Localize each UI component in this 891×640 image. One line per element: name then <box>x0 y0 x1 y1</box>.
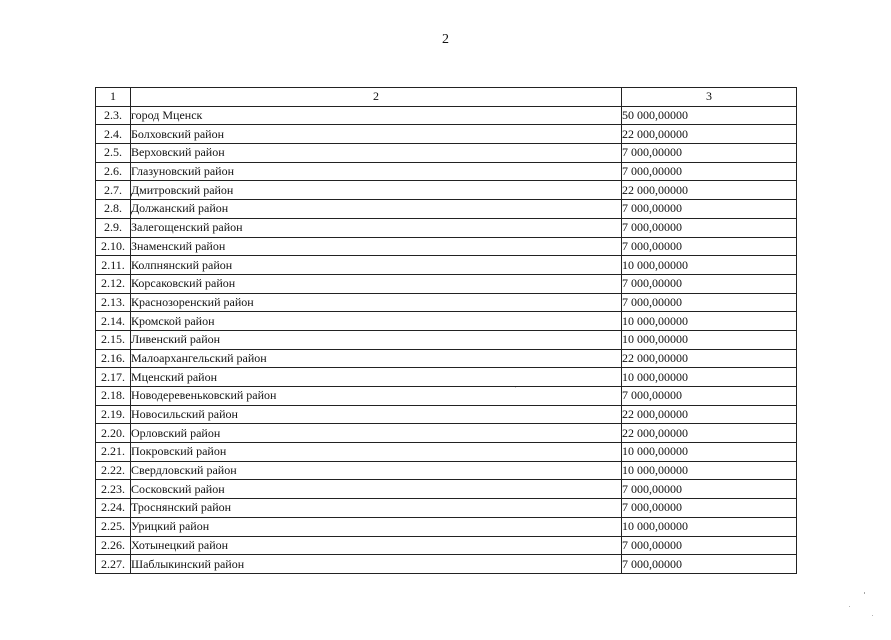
district-name: Шаблыкинский район <box>131 555 622 574</box>
district-name: Новодеревеньковский район <box>131 387 622 406</box>
row-number: 2.26. <box>96 536 131 555</box>
district-name: Должанский район <box>131 200 622 219</box>
table-row <box>96 256 797 275</box>
amount-value: 7 000,00000 <box>622 274 797 293</box>
district-name: Болховский район <box>131 125 622 144</box>
table-row <box>96 443 797 462</box>
header-col-2: 2 <box>131 88 622 107</box>
row-number: 2.4. <box>96 125 131 144</box>
table-row <box>96 349 797 368</box>
table-row <box>96 237 797 256</box>
row-number: 2.7. <box>96 181 131 200</box>
amount-value: 10 000,00000 <box>622 443 797 462</box>
row-number: 2.3. <box>96 106 131 125</box>
table-row <box>96 517 797 536</box>
row-number: 2.18. <box>96 387 131 406</box>
table-header <box>96 88 797 107</box>
district-name: Троснянский район <box>131 499 622 518</box>
scan-speck <box>872 615 873 616</box>
row-number: 2.27. <box>96 555 131 574</box>
district-name: Урицкий район <box>131 517 622 536</box>
district-name: Знаменский район <box>131 237 622 256</box>
table-row <box>96 200 797 219</box>
district-name: Сосковский район <box>131 480 622 499</box>
table-row <box>96 125 797 144</box>
table-row <box>96 312 797 331</box>
amount-value: 10 000,00000 <box>622 461 797 480</box>
district-name: Свердловский район <box>131 461 622 480</box>
row-number: 2.16. <box>96 349 131 368</box>
amount-value: 7 000,00000 <box>622 387 797 406</box>
table-row <box>96 461 797 480</box>
scan-speck <box>864 592 865 594</box>
amount-value: 10 000,00000 <box>622 517 797 536</box>
row-number: 2.13. <box>96 293 131 312</box>
header-row <box>96 88 797 107</box>
table-row <box>96 218 797 237</box>
district-name: Малоархангельский район <box>131 349 622 368</box>
row-number: 2.25. <box>96 517 131 536</box>
district-name: Хотынецкий район <box>131 536 622 555</box>
amount-value: 7 000,00000 <box>622 218 797 237</box>
table-row <box>96 405 797 424</box>
table-row <box>96 144 797 163</box>
district-name: Кромской район <box>131 312 622 331</box>
table-row <box>96 330 797 349</box>
amount-value: 7 000,00000 <box>622 555 797 574</box>
amount-value: 7 000,00000 <box>622 536 797 555</box>
allocation-table <box>95 87 797 574</box>
district-name: Верховский район <box>131 144 622 163</box>
table-row <box>96 181 797 200</box>
district-name: Корсаковский район <box>131 274 622 293</box>
header-col-3: 3 <box>622 88 797 107</box>
district-name: Мценский район <box>131 368 622 387</box>
district-name: Глазуновский район <box>131 162 622 181</box>
row-number: 2.6. <box>96 162 131 181</box>
row-number: 2.19. <box>96 405 131 424</box>
amount-value: 22 000,00000 <box>622 125 797 144</box>
row-number: 2.15. <box>96 330 131 349</box>
scan-speck <box>849 606 850 607</box>
amount-value: 22 000,00000 <box>622 349 797 368</box>
row-number: 2.5. <box>96 144 131 163</box>
amount-value: 22 000,00000 <box>622 424 797 443</box>
table-row <box>96 536 797 555</box>
district-name: Новосильский район <box>131 405 622 424</box>
district-name: Колпнянский район <box>131 256 622 275</box>
district-name: Дмитровский район <box>131 181 622 200</box>
row-number: 2.22. <box>96 461 131 480</box>
amount-value: 22 000,00000 <box>622 405 797 424</box>
amount-value: 10 000,00000 <box>622 330 797 349</box>
table-row <box>96 293 797 312</box>
table-row <box>96 499 797 518</box>
row-number: 2.17. <box>96 368 131 387</box>
header-col-1: 1 <box>96 88 131 107</box>
amount-value: 7 000,00000 <box>622 237 797 256</box>
page-number: 2 <box>442 32 449 47</box>
table-row <box>96 555 797 574</box>
table-row <box>96 162 797 181</box>
row-number: 2.24. <box>96 499 131 518</box>
row-number: 2.11. <box>96 256 131 275</box>
table-row <box>96 480 797 499</box>
amount-value: 10 000,00000 <box>622 256 797 275</box>
row-number: 2.10. <box>96 237 131 256</box>
district-name: Ливенский район <box>131 330 622 349</box>
table-row <box>96 387 797 406</box>
row-number: 2.12. <box>96 274 131 293</box>
amount-value: 7 000,00000 <box>622 162 797 181</box>
district-name: город Мценск <box>131 106 622 125</box>
row-number: 2.9. <box>96 218 131 237</box>
scan-speck <box>515 387 516 388</box>
amount-value: 22 000,00000 <box>622 181 797 200</box>
district-name: Орловский район <box>131 424 622 443</box>
row-number: 2.23. <box>96 480 131 499</box>
amount-value: 10 000,00000 <box>622 368 797 387</box>
district-name: Залегощенский район <box>131 218 622 237</box>
amount-value: 7 000,00000 <box>622 480 797 499</box>
row-number: 2.20. <box>96 424 131 443</box>
row-number: 2.14. <box>96 312 131 331</box>
amount-value: 50 000,00000 <box>622 106 797 125</box>
table-row <box>96 424 797 443</box>
table-row <box>96 368 797 387</box>
amount-value: 7 000,00000 <box>622 499 797 518</box>
amount-value: 7 000,00000 <box>622 200 797 219</box>
table-body <box>96 106 797 573</box>
table-row <box>96 106 797 125</box>
row-number: 2.8. <box>96 200 131 219</box>
amount-value: 10 000,00000 <box>622 312 797 331</box>
district-name: Покровский район <box>131 443 622 462</box>
amount-value: 7 000,00000 <box>622 144 797 163</box>
table-row <box>96 274 797 293</box>
row-number: 2.21. <box>96 443 131 462</box>
district-name: Краснозоренский район <box>131 293 622 312</box>
amount-value: 7 000,00000 <box>622 293 797 312</box>
